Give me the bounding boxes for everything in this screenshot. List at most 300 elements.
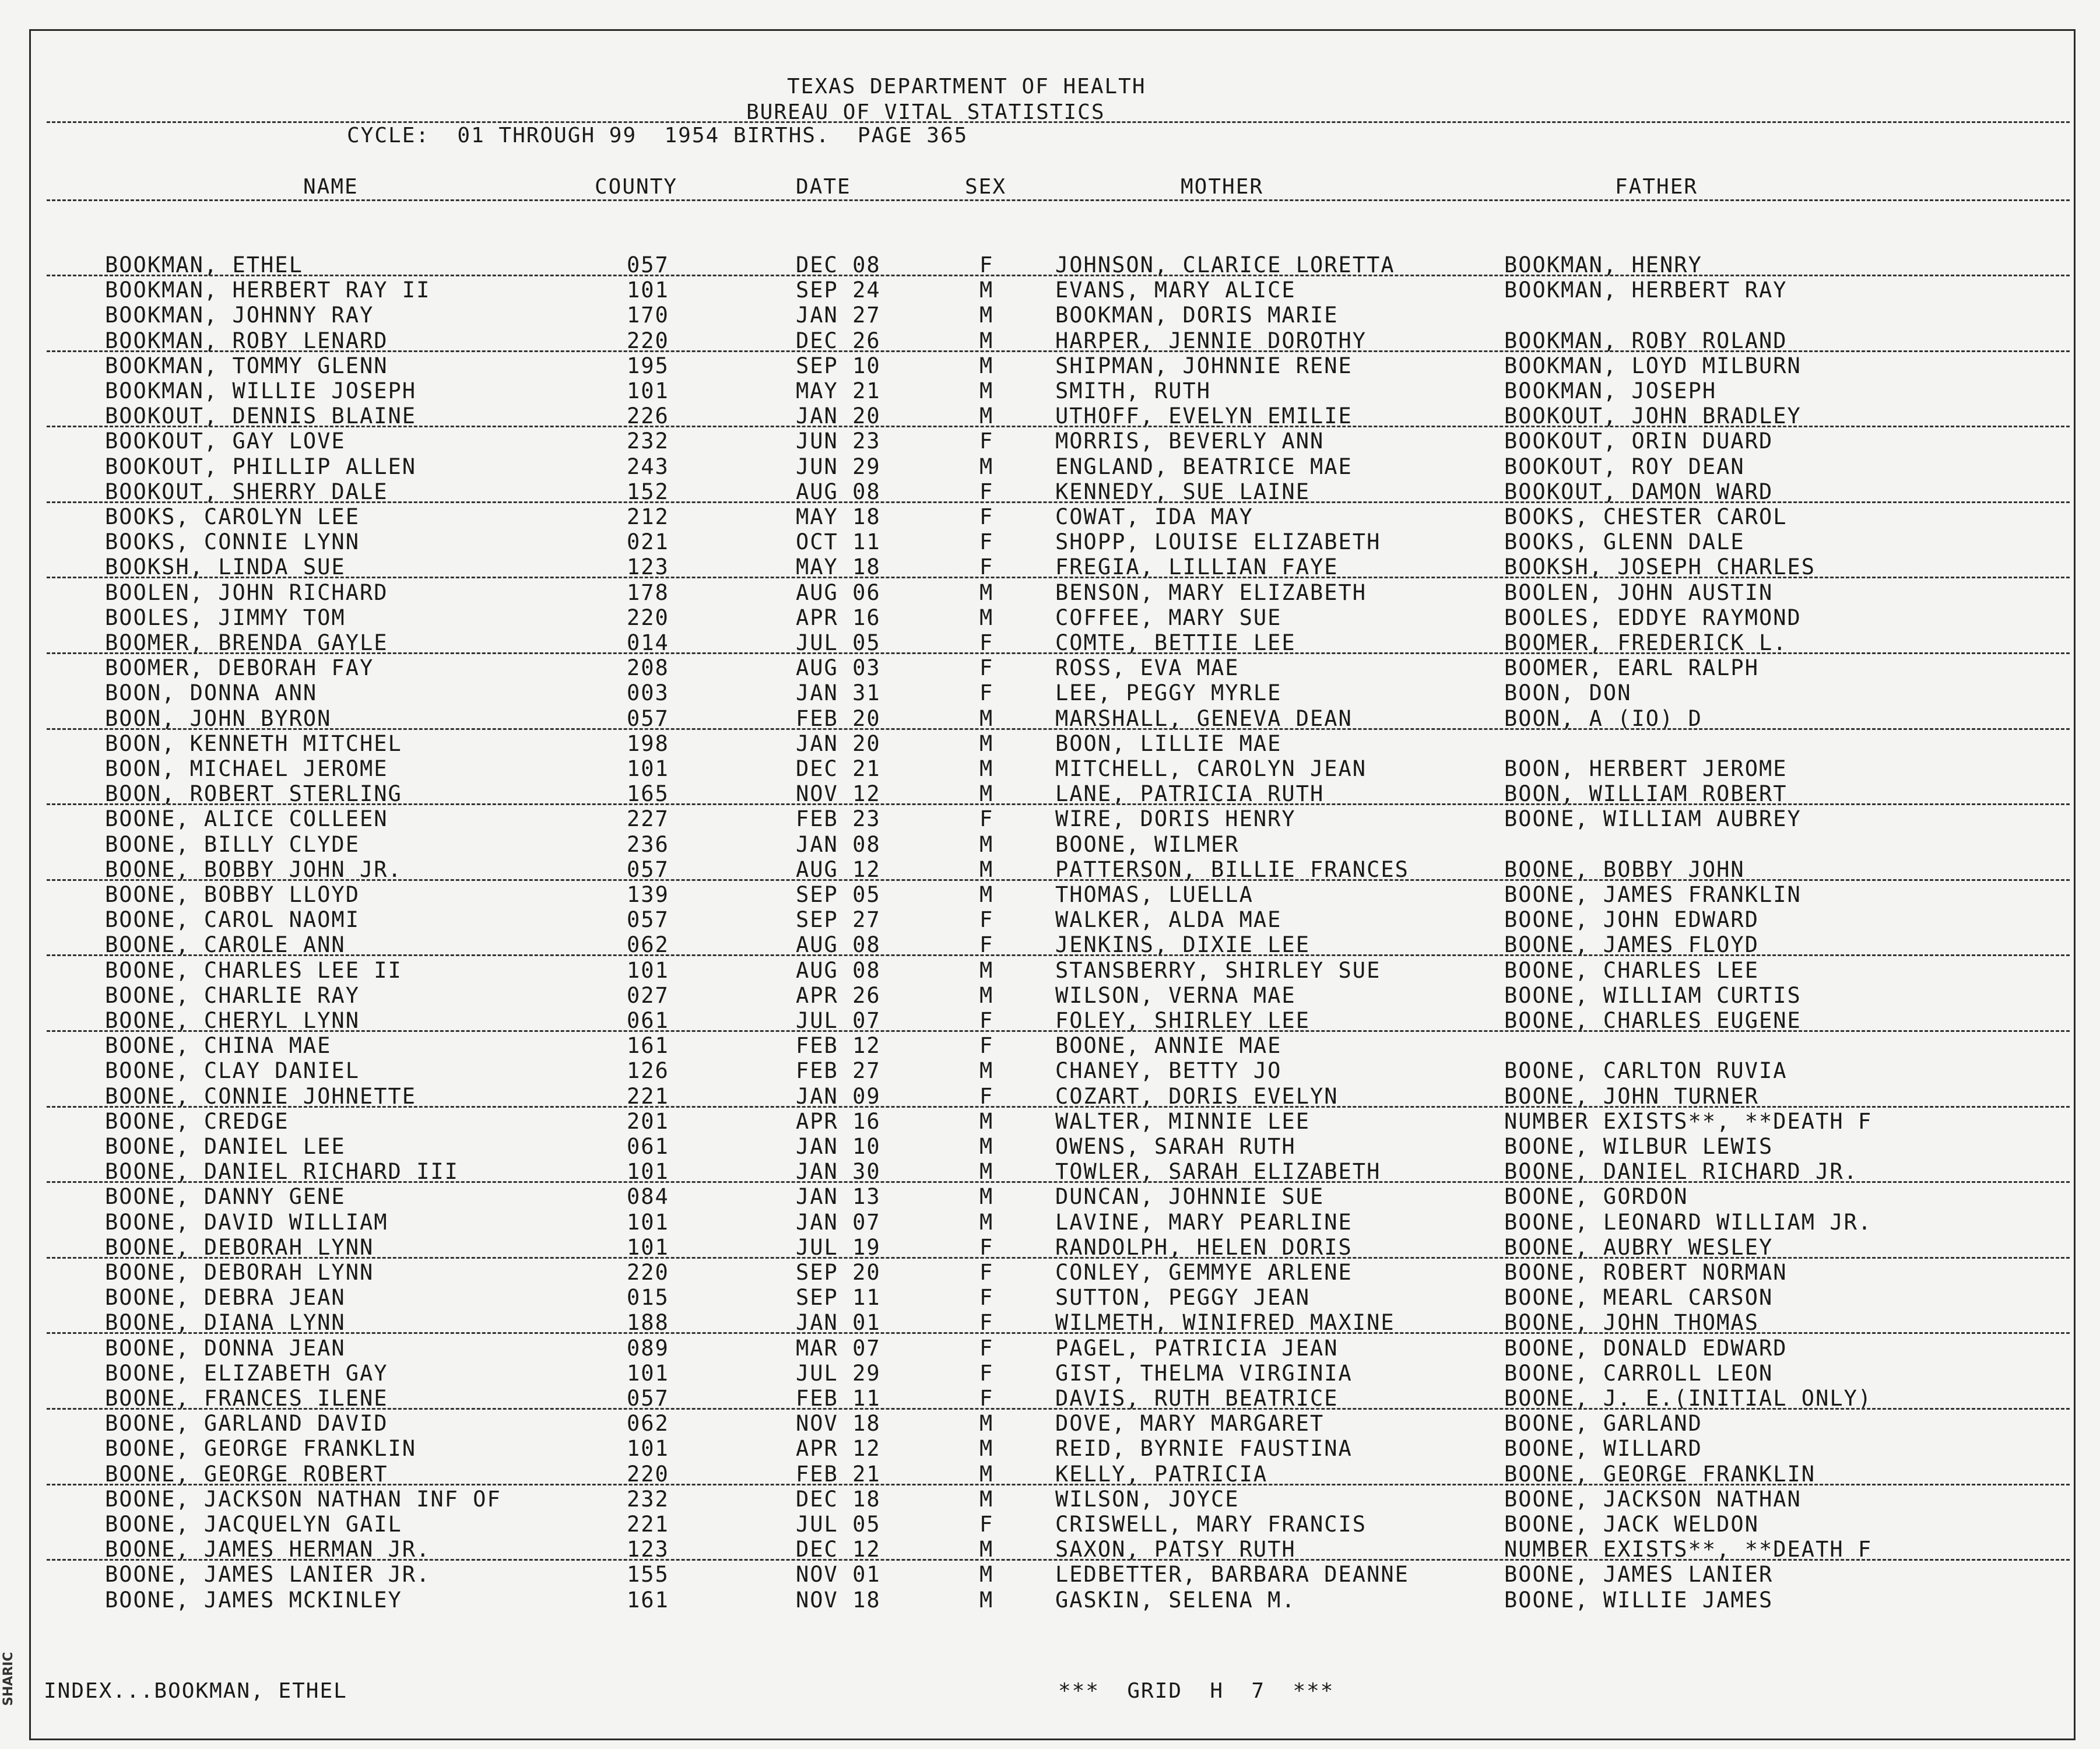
father-name: BOONE, WILLIAM CURTIS (1504, 982, 1801, 1008)
child-name: BOONE, DAVID WILLIAM (105, 1209, 388, 1235)
birth-date: JAN 07 (796, 1209, 881, 1235)
col-sex: SEX (965, 175, 1007, 199)
child-name: BOONE, DANIEL LEE (105, 1134, 346, 1159)
row-group-rule (47, 1484, 2070, 1485)
child-name: BOON, MICHAEL JEROME (105, 756, 388, 781)
table-row (0, 554, 2100, 580)
father-name: BOON, A (IO) D (1504, 705, 1702, 731)
birth-date: AUG 03 (796, 655, 881, 681)
birth-date: FEB 21 (796, 1461, 881, 1487)
county-code: 101 (627, 1209, 669, 1235)
county-code: 021 (627, 529, 669, 555)
county-code: 226 (627, 403, 669, 429)
sex: F (979, 252, 994, 278)
table-row (0, 303, 2100, 328)
table-row (0, 1310, 2100, 1335)
grid-footer: *** GRID H 7 *** (1058, 1679, 1335, 1703)
table-row (0, 1184, 2100, 1209)
table-row (0, 504, 2100, 529)
father-name: BOONE, WILLARD (1504, 1436, 1702, 1462)
mother-name: SMITH, RUTH (1055, 378, 1211, 403)
birth-date: JUL 19 (796, 1234, 881, 1260)
sex: F (979, 1008, 994, 1033)
county-code: 101 (627, 1159, 669, 1185)
child-name: BOOKOUT, PHILLIP ALLEN (105, 454, 417, 479)
sex: M (979, 1209, 994, 1235)
father-name: BOOMER, FREDERICK L. (1504, 630, 1788, 655)
child-name: BOONE, DONNA JEAN (105, 1335, 346, 1361)
child-name: BOONE, JACKSON NATHAN INF OF (105, 1486, 501, 1512)
table-row (0, 882, 2100, 907)
birth-date: APR 16 (796, 605, 881, 630)
birth-date: JUL 29 (796, 1360, 881, 1386)
mother-name: BOON, LILLIE MAE (1055, 730, 1282, 756)
birth-date: AUG 08 (796, 957, 881, 983)
table-row (0, 655, 2100, 680)
father-name: BOOKSH, JOSEPH CHARLES (1504, 554, 1816, 580)
child-name: BOOLEN, JOHN RICHARD (105, 580, 388, 605)
table-row (0, 353, 2100, 378)
birth-date: NOV 12 (796, 781, 881, 807)
county-code: 139 (627, 882, 669, 907)
sex: M (979, 781, 994, 807)
sex: F (979, 1285, 994, 1311)
birth-date: MAY 18 (796, 554, 881, 580)
bureau-title: BUREAU OF VITAL STATISTICS (746, 100, 1105, 124)
birth-date: APR 26 (796, 982, 881, 1008)
county-code: 155 (627, 1562, 669, 1588)
mother-name: LANE, PATRICIA RUTH (1055, 781, 1325, 807)
county-code: 101 (627, 1234, 669, 1260)
county-code: 027 (627, 982, 669, 1008)
row-group-rule (47, 728, 2070, 730)
table-row (0, 680, 2100, 705)
father-name: BOONE, JAMES LANIER (1504, 1562, 1774, 1588)
table-row (0, 832, 2100, 857)
birth-date: JAN 09 (796, 1083, 881, 1109)
mother-name: LAVINE, MARY PEARLINE (1055, 1209, 1353, 1235)
mother-name: WILMETH, WINIFRED MAXINE (1055, 1310, 1395, 1336)
father-name: BOOKOUT, JOHN BRADLEY (1504, 403, 1801, 429)
birth-date: SEP 05 (796, 882, 881, 907)
mother-name: BENSON, MARY ELIZABETH (1055, 580, 1367, 605)
father-name: BOONE, GORDON (1504, 1184, 1688, 1210)
child-name: BOONE, CHARLES LEE II (105, 957, 402, 983)
mother-name: BOOKMAN, DORIS MARIE (1055, 303, 1339, 328)
sex: F (979, 1512, 994, 1537)
sex: M (979, 454, 994, 479)
child-name: BOONE, BOBBY LLOYD (105, 882, 360, 907)
row-group-rule (47, 350, 2070, 352)
father-name: BOONE, JACKSON NATHAN (1504, 1486, 1801, 1512)
father-name: BOONE, WILLIAM AUBREY (1504, 806, 1801, 832)
father-name: BOOLEN, JOHN AUSTIN (1504, 580, 1774, 605)
birth-date: SEP 10 (796, 353, 881, 378)
county-code: 101 (627, 756, 669, 781)
birth-date: JAN 20 (796, 403, 881, 429)
birth-date: DEC 26 (796, 328, 881, 353)
sex: M (979, 1562, 994, 1588)
mother-name: COZART, DORIS EVELYN (1055, 1083, 1339, 1109)
county-code: 220 (627, 1260, 669, 1285)
county-code: 126 (627, 1058, 669, 1084)
sex: M (979, 328, 994, 353)
col-name: NAME (303, 175, 359, 199)
county-code: 220 (627, 605, 669, 630)
mother-name: DOVE, MARY MARGARET (1055, 1411, 1325, 1437)
child-name: BOOKS, CONNIE LYNN (105, 529, 360, 555)
sex: M (979, 278, 994, 303)
mother-name: THOMAS, LUELLA (1055, 882, 1253, 907)
birth-date: DEC 18 (796, 1486, 881, 1512)
birth-date: JUL 05 (796, 1512, 881, 1537)
father-name: BOONE, DONALD EDWARD (1504, 1335, 1788, 1361)
column-header-rule (47, 199, 2070, 201)
father-name: BOOKMAN, ROBY ROLAND (1504, 328, 1788, 353)
county-code: 232 (627, 1486, 669, 1512)
mother-name: KELLY, PATRICIA (1055, 1461, 1268, 1487)
sex: M (979, 605, 994, 630)
mother-name: PAGEL, PATRICIA JEAN (1055, 1335, 1339, 1361)
mother-name: SUTTON, PEGGY JEAN (1055, 1285, 1310, 1311)
father-name: BOOKMAN, HERBERT RAY (1504, 278, 1788, 303)
county-code: 236 (627, 831, 669, 857)
father-name: BOOKOUT, DAMON WARD (1504, 479, 1774, 504)
sex: F (979, 554, 994, 580)
birth-date: NOV 18 (796, 1411, 881, 1437)
county-code: 208 (627, 655, 669, 681)
child-name: BOOKMAN, ROBY LENARD (105, 328, 388, 353)
mother-name: COWAT, IDA MAY (1055, 504, 1253, 529)
col-county: COUNTY (595, 175, 678, 199)
child-name: BOON, DONNA ANN (105, 680, 318, 706)
child-name: BOOKMAN, HERBERT RAY II (105, 278, 431, 303)
father-name: BOOKOUT, ROY DEAN (1504, 454, 1745, 479)
table-row (0, 857, 2100, 882)
child-name: BOONE, JAMES MCKINLEY (105, 1587, 402, 1613)
table-row (0, 1285, 2100, 1310)
table-row (0, 1084, 2100, 1109)
county-code: 123 (627, 1537, 669, 1562)
birth-date: JUL 07 (796, 1008, 881, 1033)
sex: M (979, 1537, 994, 1562)
father-name: BOONE, LEONARD WILLIAM JR. (1504, 1209, 1873, 1235)
table-row (0, 429, 2100, 454)
child-name: BOOKSH, LINDA SUE (105, 554, 346, 580)
mother-name: GIST, THELMA VIRGINIA (1055, 1360, 1353, 1386)
county-code: 152 (627, 479, 669, 504)
child-name: BOONE, GEORGE ROBERT (105, 1461, 388, 1487)
child-name: BOOKOUT, GAY LOVE (105, 429, 346, 454)
father-name: BOOKMAN, LOYD MILBURN (1504, 353, 1801, 378)
mother-name: EVANS, MARY ALICE (1055, 278, 1296, 303)
county-code: 165 (627, 781, 669, 807)
row-group-rule (47, 1559, 2070, 1561)
row-group-rule (47, 1408, 2070, 1410)
sex: F (979, 630, 994, 655)
child-name: BOONE, CHARLIE RAY (105, 982, 360, 1008)
county-code: 178 (627, 580, 669, 605)
mother-name: UTHOFF, EVELYN EMILIE (1055, 403, 1353, 429)
county-code: 221 (627, 1512, 669, 1537)
row-group-rule (47, 426, 2070, 427)
county-code: 061 (627, 1134, 669, 1159)
cycle-line: CYCLE: 01 THROUGH 99 1954 BIRTHS. PAGE 365 (347, 124, 968, 147)
mother-name: MARSHALL, GENEVA DEAN (1055, 705, 1353, 731)
county-code: 061 (627, 1008, 669, 1033)
father-name: BOONE, CHARLES EUGENE (1504, 1008, 1801, 1033)
county-code: 057 (627, 856, 669, 882)
county-code: 101 (627, 957, 669, 983)
mother-name: WALTER, MINNIE LEE (1055, 1108, 1310, 1134)
col-mother: MOTHER (1181, 175, 1264, 199)
mother-name: CONLEY, GEMMYE ARLENE (1055, 1260, 1353, 1285)
table-row (0, 706, 2100, 731)
table-row (0, 1159, 2100, 1184)
county-code: 101 (627, 1436, 669, 1462)
child-name: BOONE, DEBORAH LYNN (105, 1260, 374, 1285)
father-name: BOONE, MEARL CARSON (1504, 1285, 1774, 1311)
sex: M (979, 1411, 994, 1437)
child-name: BOOKOUT, DENNIS BLAINE (105, 403, 417, 429)
birth-date: AUG 08 (796, 479, 881, 504)
table-row (0, 1210, 2100, 1235)
mother-name: COMTE, BETTIE LEE (1055, 630, 1296, 655)
table-row (0, 1537, 2100, 1562)
sex: F (979, 1360, 994, 1386)
child-name: BOONE, ELIZABETH GAY (105, 1360, 388, 1386)
table-row (0, 1386, 2100, 1411)
father-name: BOONE, BOBBY JOHN (1504, 856, 1745, 882)
county-code: 195 (627, 353, 669, 378)
child-name: BOOKOUT, SHERRY DALE (105, 479, 388, 504)
header-divider (47, 121, 2070, 123)
birth-date: FEB 12 (796, 1033, 881, 1059)
father-name: BOOKMAN, HENRY (1504, 252, 1702, 278)
row-group-rule (47, 1030, 2070, 1032)
mother-name: DAVIS, RUTH BEATRICE (1055, 1386, 1339, 1411)
table-row (0, 907, 2100, 932)
birth-date: DEC 12 (796, 1537, 881, 1562)
sex: M (979, 1108, 994, 1134)
county-code: 227 (627, 806, 669, 832)
row-group-rule (47, 803, 2070, 805)
table-row (0, 983, 2100, 1008)
table-row (0, 1008, 2100, 1033)
sex: F (979, 429, 994, 454)
table-row (0, 756, 2100, 781)
child-name: BOONE, GARLAND DAVID (105, 1411, 388, 1437)
father-name: BOONE, CARLTON RUVIA (1504, 1058, 1788, 1084)
county-code: 170 (627, 303, 669, 328)
sex: F (979, 1083, 994, 1109)
sex: M (979, 982, 994, 1008)
mother-name: FREGIA, LILLIAN FAYE (1055, 554, 1339, 580)
table-row (0, 1336, 2100, 1361)
birth-date: MAR 07 (796, 1335, 881, 1361)
child-name: BOONE, FRANCES ILENE (105, 1386, 388, 1411)
sex: F (979, 1033, 994, 1059)
sex: M (979, 756, 994, 781)
mother-name: WILSON, VERNA MAE (1055, 982, 1296, 1008)
birth-date: JUN 23 (796, 429, 881, 454)
mother-name: BOONE, ANNIE MAE (1055, 1033, 1282, 1059)
row-group-rule (47, 1181, 2070, 1183)
table-row (0, 1562, 2100, 1587)
child-name: BOOMER, DEBORAH FAY (105, 655, 374, 681)
mother-name: SAXON, PATSY RUTH (1055, 1537, 1296, 1562)
row-group-rule (47, 1332, 2070, 1334)
table-row (0, 328, 2100, 353)
sex: M (979, 1058, 994, 1084)
child-name: BOONE, CLAY DANIEL (105, 1058, 360, 1084)
father-name: BOOKS, GLENN DALE (1504, 529, 1745, 555)
child-name: BOONE, BOBBY JOHN JR. (105, 856, 402, 882)
father-name: BOONE, WILLIE JAMES (1504, 1587, 1774, 1613)
side-stamp: SHARIC (1, 1652, 16, 1706)
birth-date: OCT 11 (796, 529, 881, 555)
birth-date: FEB 11 (796, 1386, 881, 1411)
father-name: BOONE, CARROLL LEON (1504, 1360, 1774, 1386)
child-name: BOONE, DEBORAH LYNN (105, 1234, 374, 1260)
table-row (0, 932, 2100, 957)
table-row (0, 1033, 2100, 1058)
table-row (0, 1512, 2100, 1537)
county-code: 062 (627, 932, 669, 958)
mother-name: KENNEDY, SUE LAINE (1055, 479, 1310, 504)
sex: M (979, 882, 994, 907)
child-name: BOON, JOHN BYRON (105, 705, 332, 731)
mother-name: CRISWELL, MARY FRANCIS (1055, 1512, 1367, 1537)
sex: M (979, 303, 994, 328)
sex: F (979, 680, 994, 706)
mother-name: MORRIS, BEVERLY ANN (1055, 429, 1325, 454)
table-row (0, 252, 2100, 278)
child-name: BOONE, DIANA LYNN (105, 1310, 346, 1336)
county-code: 057 (627, 252, 669, 278)
sex: M (979, 831, 994, 857)
father-name: BOONE, JACK WELDON (1504, 1512, 1759, 1537)
sex: M (979, 1461, 994, 1487)
birth-date: DEC 21 (796, 756, 881, 781)
child-name: BOONE, DEBRA JEAN (105, 1285, 346, 1311)
county-code: 089 (627, 1335, 669, 1361)
table-row (0, 378, 2100, 403)
county-code: 015 (627, 1285, 669, 1311)
sex: M (979, 1159, 994, 1185)
father-name: BOOKS, CHESTER CAROL (1504, 504, 1788, 529)
birth-date: JUN 29 (796, 454, 881, 479)
county-code: 101 (627, 1360, 669, 1386)
mother-name: CHANEY, BETTY JO (1055, 1058, 1282, 1084)
child-name: BOOKMAN, ETHEL (105, 252, 303, 278)
sex: F (979, 1260, 994, 1285)
county-code: 220 (627, 1461, 669, 1487)
child-name: BOONE, DANIEL RICHARD III (105, 1159, 459, 1185)
birth-date: NOV 18 (796, 1587, 881, 1613)
mother-name: REID, BYRNIE FAUSTINA (1055, 1436, 1353, 1462)
sex: M (979, 378, 994, 403)
mother-name: JOHNSON, CLARICE LORETTA (1055, 252, 1395, 278)
sex: M (979, 1184, 994, 1210)
child-name: BOONE, CHINA MAE (105, 1033, 332, 1059)
birth-date: SEP 11 (796, 1285, 881, 1311)
birth-date: APR 12 (796, 1436, 881, 1462)
child-name: BOOLES, JIMMY TOM (105, 605, 346, 630)
sex: M (979, 856, 994, 882)
father-name: BOONE, WILBUR LEWIS (1504, 1134, 1774, 1159)
mother-name: MITCHELL, CAROLYN JEAN (1055, 756, 1367, 781)
table-row (0, 605, 2100, 630)
child-name: BOON, KENNETH MITCHEL (105, 730, 402, 756)
birth-date: FEB 20 (796, 705, 881, 731)
child-name: BOONE, CHERYL LYNN (105, 1008, 360, 1033)
table-row (0, 278, 2100, 303)
county-code: 221 (627, 1083, 669, 1109)
mother-name: COFFEE, MARY SUE (1055, 605, 1282, 630)
birth-date: AUG 06 (796, 580, 881, 605)
birth-date: SEP 27 (796, 907, 881, 933)
county-code: 220 (627, 328, 669, 353)
child-name: BOONE, CAROL NAOMI (105, 907, 360, 933)
row-group-rule (47, 275, 2070, 276)
father-name: BOONE, JOHN EDWARD (1504, 907, 1759, 933)
table-row (0, 1588, 2100, 1613)
mother-name: WILSON, JOYCE (1055, 1486, 1239, 1512)
sex: M (979, 1486, 994, 1512)
mother-name: GASKIN, SELENA M. (1055, 1587, 1296, 1613)
table-row (0, 403, 2100, 429)
birth-date: SEP 24 (796, 278, 881, 303)
sex: F (979, 1234, 994, 1260)
sex: F (979, 1310, 994, 1336)
father-name: BOONE, DANIEL RICHARD JR. (1504, 1159, 1858, 1185)
county-code: 188 (627, 1310, 669, 1336)
mother-name: ENGLAND, BEATRICE MAE (1055, 454, 1353, 479)
child-name: BOONE, JAMES LANIER JR. (105, 1562, 431, 1588)
table-row (0, 1260, 2100, 1285)
mother-name: DUNCAN, JOHNNIE SUE (1055, 1184, 1325, 1210)
child-name: BOONE, CREDGE (105, 1108, 289, 1134)
sex: F (979, 1335, 994, 1361)
table-row (0, 1436, 2100, 1461)
birth-date: APR 16 (796, 1108, 881, 1134)
mother-name: HARPER, JENNIE DOROTHY (1055, 328, 1367, 353)
father-name: BOOKOUT, ORIN DUARD (1504, 429, 1774, 454)
father-name: BOONE, GEORGE FRANKLIN (1504, 1461, 1816, 1487)
child-name: BOON, ROBERT STERLING (105, 781, 402, 807)
mother-name: FOLEY, SHIRLEY LEE (1055, 1008, 1310, 1033)
father-name: BOOKMAN, JOSEPH (1504, 378, 1717, 403)
child-name: BOONE, GEORGE FRANKLIN (105, 1436, 417, 1462)
birth-date: JAN 01 (796, 1310, 881, 1336)
mother-name: BOONE, WILMER (1055, 831, 1239, 857)
child-name: BOONE, JAMES HERMAN JR. (105, 1537, 431, 1562)
birth-date: MAY 21 (796, 378, 881, 403)
father-name: BOON, HERBERT JEROME (1504, 756, 1788, 781)
county-code: 161 (627, 1587, 669, 1613)
county-code: 084 (627, 1184, 669, 1210)
sex: F (979, 655, 994, 681)
sex: F (979, 479, 994, 504)
mother-name: ROSS, EVA MAE (1055, 655, 1239, 681)
birth-date: JAN 20 (796, 730, 881, 756)
birth-date: JAN 31 (796, 680, 881, 706)
table-row (0, 1487, 2100, 1512)
table-row (0, 1411, 2100, 1436)
table-row (0, 454, 2100, 479)
birth-date: FEB 23 (796, 806, 881, 832)
